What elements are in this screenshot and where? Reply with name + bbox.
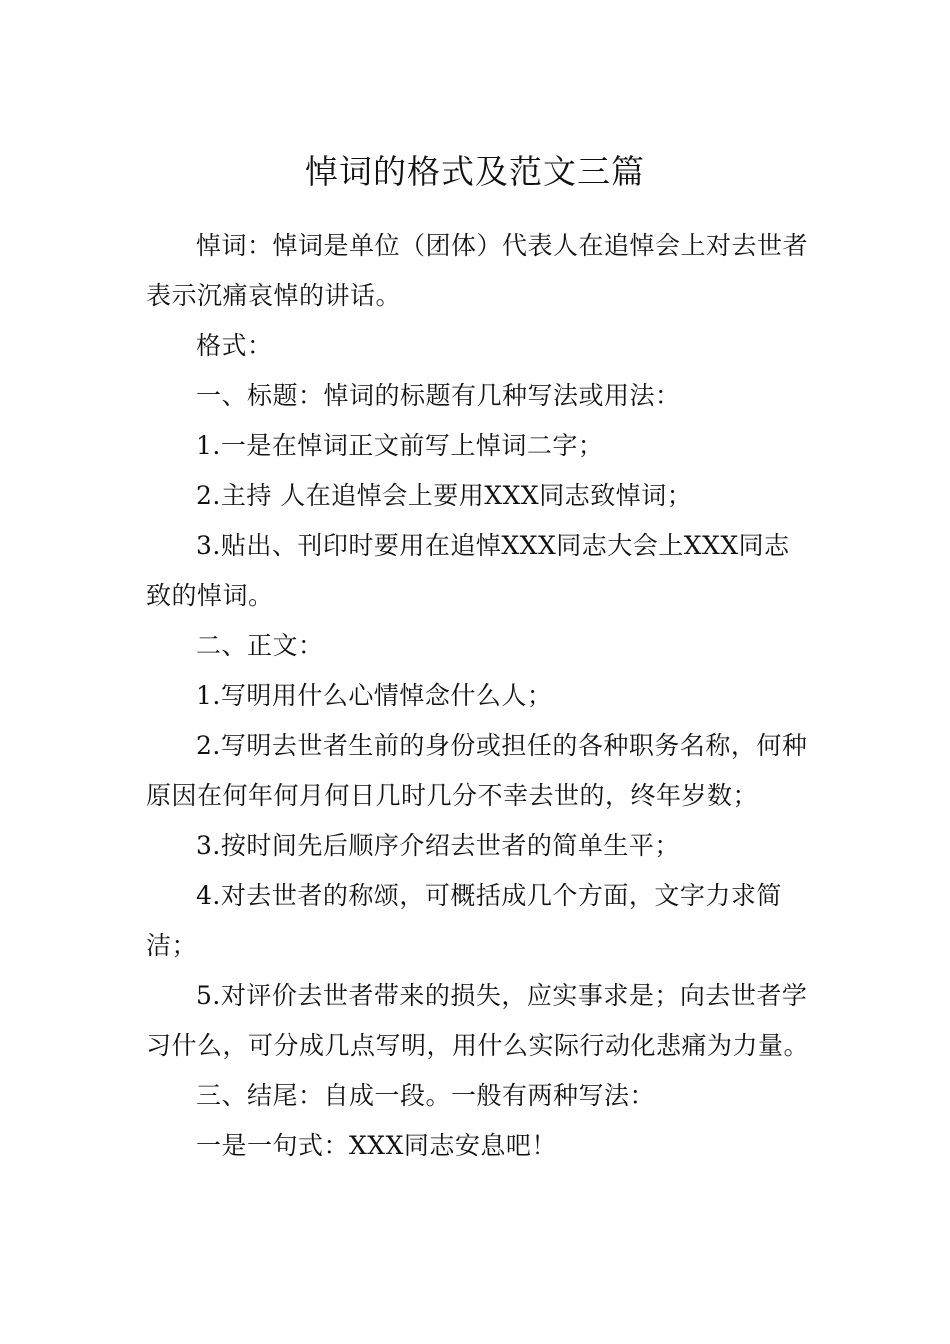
paragraph-body-item-3: 3.按时间先后顺序介绍去世者的简单生平； [196,831,680,860]
document-body [146,221,812,1171]
paragraph-section-ending: 三、结尾：自成一段。一般有两种写法： [196,1081,656,1110]
paragraph-definition: 悼词：悼词是单位（团体）代表人在追悼会上对去世者表示沉痛哀悼的讲话。 [146,231,809,310]
paragraph-body-item-2: 2.写明去世者生前的身份或担任的各种职务名称，何种原因在何年何月何日几时几分不幸去世的，终年岁数； [146,731,808,810]
paragraph-ending-item-1: 一是一句式：XXX同志安息吧！ [196,1131,557,1160]
paragraph-title-item-3: 3.贴出、刊印时要用在追悼XXX同志大会上XXX同志致的悼词。 [146,531,790,610]
paragraph-body-item-4: 4.对去世者的称颂，可概括成几个方面，文字力求简洁； [146,881,782,960]
paragraph-title-item-2: 2.主持 人在追悼会上要用XXX同志致悼词； [196,481,693,510]
document-title: 悼词的格式及范文三篇 [305,152,645,192]
paragraph-body-item-5: 5.对评价去世者带来的损失，应实事求是；向去世者学习什么，可分成几点写明，用什么实际行动化悲痛为力量。 [146,981,810,1060]
paragraph-section-body: 二、正文： [196,631,324,660]
paragraph-body-item-1: 1.写明用什么心情悼念什么人； [196,681,553,710]
paragraph-title-item-1: 1.一是在悼词正文前写上悼词二字； [196,431,604,460]
paragraph-format-heading: 格式： [196,331,273,360]
paragraph-section-title: 一、标题：悼词的标题有几种写法或用法： [196,381,681,410]
